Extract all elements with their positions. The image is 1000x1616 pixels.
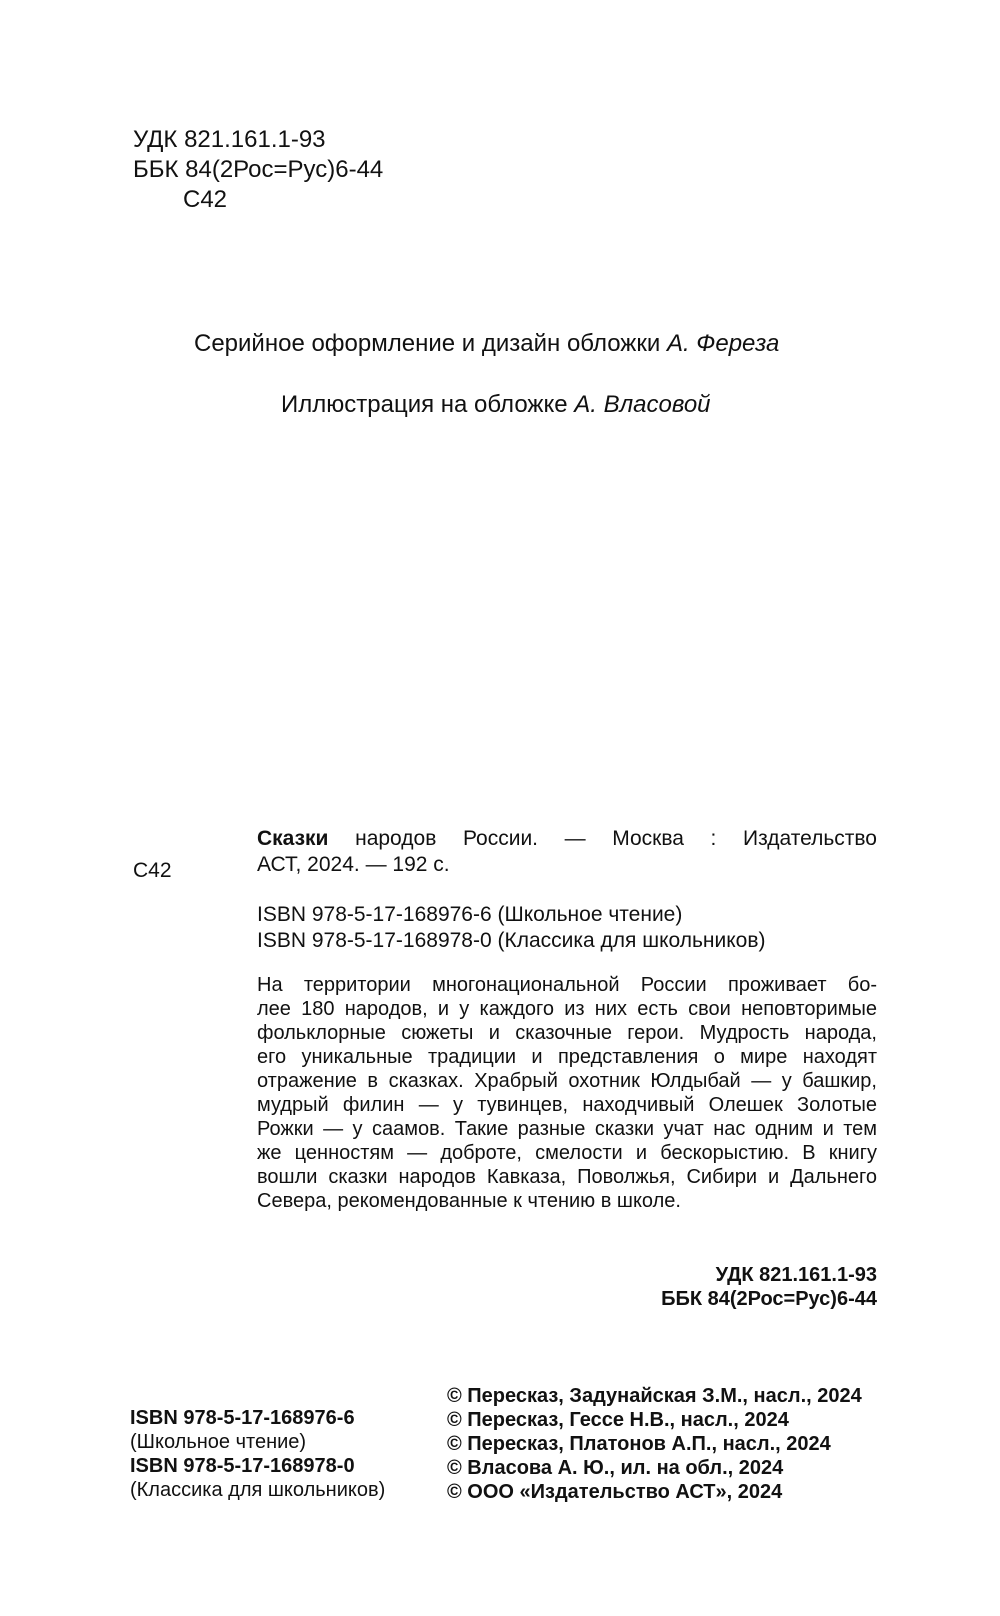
biblio-author-sign: С42: [133, 859, 172, 882]
isbn-series: (Школьное чтение): [130, 1431, 307, 1453]
isbn-number: ISBN 978-5-17-168978-0: [130, 1455, 355, 1477]
copyright-line: © Пересказ, Задунайская З.М., насл., 2024: [447, 1385, 862, 1407]
udk-code: УДК 821.161.1-93: [715, 1264, 877, 1286]
isbn-bottom: [130, 1406, 385, 1502]
design-credit: [194, 329, 779, 359]
classification-bottom: [661, 1263, 877, 1311]
isbn-list: [257, 902, 766, 954]
isbn-number: ISBN 978-5-17-168976-6: [130, 1407, 355, 1429]
biblio-line-2: АСТ, 2024. — 192 с.: [257, 853, 450, 876]
annotation-line: На территории многонациональной России проживает бо-: [257, 974, 877, 996]
bibliographic-entry: [257, 826, 877, 878]
annotation-line: же ценностям — доброте, смелости и бескорыстию. В книгу: [257, 1142, 877, 1164]
copyright-list: [447, 1384, 862, 1504]
isbn-line: ISBN 978-5-17-168978-0 (Классика для школьников): [257, 929, 766, 952]
illustration-credit: [281, 390, 711, 420]
isbn-line: ISBN 978-5-17-168976-6 (Школьное чтение): [257, 903, 683, 926]
annotation: [257, 973, 877, 1213]
design-credit-prefix: Серийное оформление и дизайн обложки: [194, 330, 667, 357]
illustration-credit-prefix: Иллюстрация на обложке: [281, 391, 575, 418]
isbn-series: (Классика для школьников): [130, 1479, 386, 1501]
designer-name: А. Фереза: [666, 330, 780, 357]
annotation-line: Рожки — у саамов. Такие разные сказки учат нас одним и тем: [257, 1118, 877, 1140]
copyright-line: © ООО «Издательство АСТ», 2024: [447, 1481, 783, 1503]
classification-top: [133, 125, 383, 215]
illustrator-name: А. Власовой: [574, 391, 711, 418]
annotation-line: Севера, рекомендованные к чтению в школе.: [257, 1190, 681, 1212]
book-title: Сказки: [257, 827, 329, 850]
biblio-line-1: [257, 826, 877, 852]
annotation-line: фольклорные сюжеты и сказочные герои. Мудрость народа,: [257, 1022, 877, 1044]
annotation-line: мудрый филин — у тувинцев, находчивый Олешек Золотые: [257, 1094, 877, 1116]
bbk-code: ББК 84(2Рос=Рус)6-44: [133, 156, 384, 183]
biblio-line-1-rest: народов России. — Москва : Издательство: [328, 827, 877, 850]
udk-code: УДК 821.161.1-93: [133, 126, 326, 153]
annotation-line: его уникальные традиции и представления о мире находят: [257, 1046, 877, 1068]
annotation-line: вошли сказки народов Кавказа, Поволжья, Сибири и Дальнего: [257, 1166, 877, 1188]
annotation-line: отражение в сказках. Храбрый охотник Юлдыбай — у башкир,: [257, 1070, 877, 1092]
copyright-line: © Пересказ, Гессе Н.В., насл., 2024: [447, 1409, 789, 1431]
annotation-line: лее 180 народов, и у каждого из них есть свои неповторимые: [257, 998, 877, 1020]
bbk-code: ББК 84(2Рос=Рус)6-44: [661, 1288, 877, 1310]
copyright-line: © Власова А. Ю., ил. на обл., 2024: [447, 1457, 784, 1479]
author-sign: С42: [183, 186, 228, 213]
copyright-line: © Пересказ, Платонов А.П., насл., 2024: [447, 1433, 831, 1455]
